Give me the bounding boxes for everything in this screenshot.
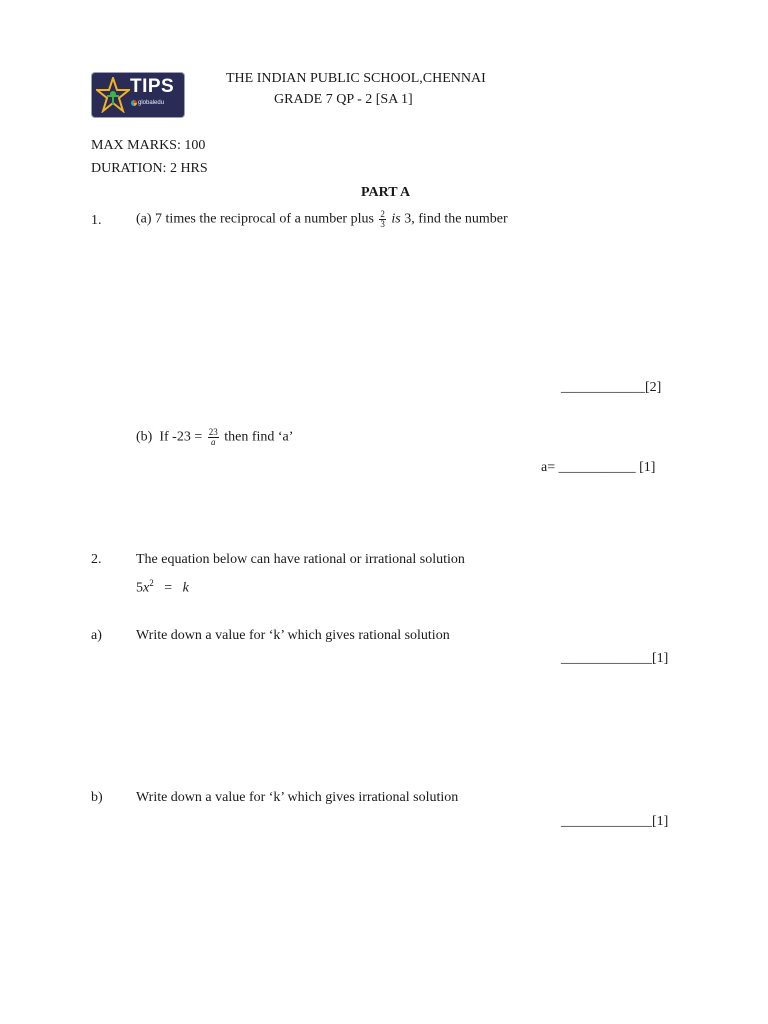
- school-name: THE INDIAN PUBLIC SCHOOL,CHENNAI: [226, 71, 486, 86]
- fraction-numerator: 2: [380, 209, 385, 219]
- fraction-denominator: a: [210, 437, 216, 447]
- globe-icon: [131, 100, 137, 106]
- star-logo-icon: [96, 77, 130, 113]
- max-marks: MAX MARKS: 100: [91, 138, 206, 153]
- question-2a-answer-line[interactable]: _____________[1]: [561, 651, 669, 666]
- fraction-numerator: 23: [208, 427, 218, 437]
- equation-equals: =: [164, 580, 173, 596]
- fraction-denominator: 3: [380, 219, 385, 229]
- duration: DURATION: 2 HRS: [91, 161, 208, 176]
- fraction-23-over-a: [208, 428, 219, 447]
- equation-k: k: [182, 580, 189, 596]
- question-1b-answer-line[interactable]: a= ___________ [1]: [541, 460, 656, 475]
- question-1a-text: [136, 210, 508, 229]
- question-2a-label: a): [91, 628, 102, 643]
- equation-coefficient: 5: [136, 580, 143, 596]
- question-1a-answer-line[interactable]: ____________[2]: [561, 380, 662, 395]
- question-2b-text: Write down a value for ‘k’ which gives irrational solution: [136, 790, 459, 805]
- question-2-intro: The equation below can have rational or irrational solution: [136, 552, 465, 567]
- fraction-two-thirds: [379, 210, 386, 229]
- equation-variable: x: [143, 580, 150, 596]
- question-2-number: 2.: [91, 552, 102, 567]
- question-1b-text: [136, 428, 293, 447]
- logo-subtext: globaledu: [138, 100, 165, 106]
- question-1b-text-after: then find ‘a’: [224, 429, 294, 445]
- question-1a-text-after: 3, find the number: [404, 211, 508, 227]
- question-2b-answer-line[interactable]: _____________[1]: [561, 814, 669, 829]
- equation: [136, 578, 189, 597]
- question-1b-label: (b): [136, 429, 153, 445]
- question-2a-text: Write down a value for ‘k’ which gives rational solution: [136, 628, 450, 643]
- logo-text: TIPS: [130, 76, 175, 97]
- equation-exponent: 2: [149, 578, 154, 588]
- question-1a-text-before: (a) 7 times the reciprocal of a number plus: [136, 211, 374, 227]
- question-1a-is: is: [391, 211, 401, 227]
- question-2b-label: b): [91, 790, 103, 805]
- question-1b-text-before: If -23 =: [159, 429, 203, 445]
- school-logo: [92, 73, 184, 117]
- part-title: PART A: [361, 185, 411, 200]
- question-1-number: 1.: [91, 213, 102, 228]
- exam-title: GRADE 7 QP - 2 [SA 1]: [274, 92, 413, 107]
